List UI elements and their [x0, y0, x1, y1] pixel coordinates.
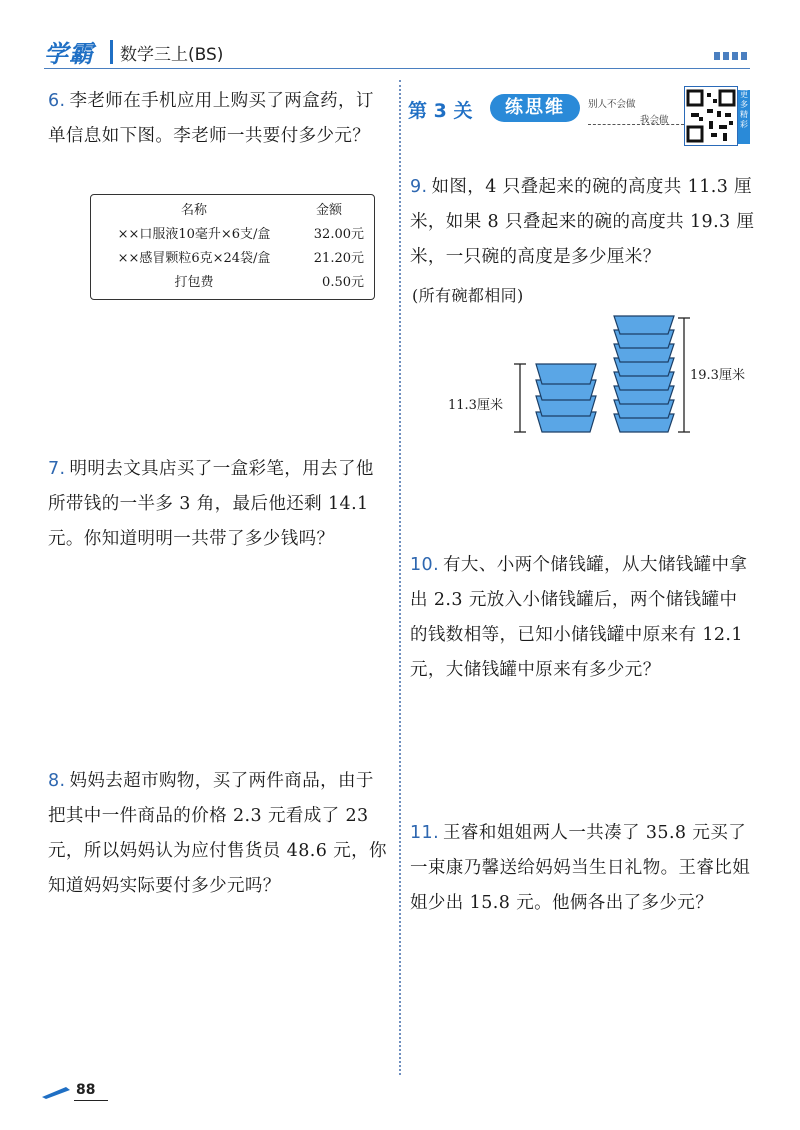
- question-text: 如图，4 只叠起来的碗的高度共 11.3 厘米，如果 8 只叠起来的碗的高度共 19.3 厘米，一只碗的高度是多少厘米？: [410, 177, 755, 267]
- receipt-header-amount: 金额: [315, 203, 342, 218]
- level-label: 第 3 关: [408, 100, 473, 122]
- right-height-label: 19.3厘米: [690, 368, 745, 383]
- question-11: [410, 816, 755, 921]
- pen-icon: [40, 1084, 72, 1103]
- question-text: 李老师在手机应用上购买了两盒药，订单信息如下图。李老师一共要付多少元？: [48, 91, 374, 146]
- question-text: 王睿和姐姐两人一共凑了 35.8 元买了一束康乃馨送给妈妈当生日礼物。王睿比姐姐少出 15.8 元。他俩各出了多少元？: [410, 823, 751, 913]
- question-number: 7.: [48, 459, 66, 479]
- question-text: 妈妈去超市购物，买了两件商品，由于把其中一件商品的价格 2.3 元看成了 23 元，所以妈妈认为应付售货员 48.6 元，你知道妈妈实际要付多少元吗？: [48, 771, 387, 896]
- question-9: [410, 170, 755, 275]
- question-9-note: (所有碗都相同): [412, 286, 524, 305]
- page-number-rule: [74, 1100, 108, 1101]
- right-bowl-stack: [614, 316, 674, 432]
- question-7: [48, 452, 388, 557]
- receipt-item-name: ××感冒颗粒6克×24袋/盒: [117, 251, 271, 266]
- question-number: 10.: [410, 555, 440, 575]
- bowl: [536, 364, 596, 384]
- question-number: 11.: [410, 823, 440, 843]
- question-6: [48, 84, 388, 154]
- arrow-line: [588, 124, 684, 125]
- brand-logo: 学霸: [44, 40, 94, 68]
- logo-divider: [110, 40, 113, 64]
- bowl: [614, 316, 674, 334]
- question-8: [48, 764, 388, 904]
- level-pill: 练思维: [490, 94, 580, 122]
- question-text: 明明去文具店买了一盒彩笔，用去了他所带钱的一半多 3 角，最后他还剩 14.1 元。你知道明明一共带了多少钱吗？: [48, 459, 374, 549]
- left-height-label: 11.3厘米: [448, 398, 503, 413]
- question-number: 8.: [48, 771, 66, 791]
- left-bowl-stack: [536, 364, 596, 432]
- qr-code-icon[interactable]: [684, 86, 738, 146]
- qr-side-label: 更多精彩: [738, 90, 750, 144]
- question-10: [410, 548, 755, 688]
- receipt-item-name: 打包费: [174, 275, 214, 290]
- page-number: 88: [76, 1082, 96, 1098]
- question-number: 9.: [410, 177, 428, 197]
- question-text: 有大、小两个储钱罐，从大储钱罐中拿出 2.3 元放入小储钱罐后，两个储钱罐中的钱数相等，已知小储钱罐中原来有 12.1 元，大储钱罐中原来有多少元？: [410, 555, 748, 680]
- header-rule: [44, 68, 750, 69]
- receipt-header-name: 名称: [180, 203, 207, 218]
- receipt-item-amount: 0.50元: [322, 275, 364, 290]
- question-number: 6.: [48, 91, 66, 111]
- receipt-item-amount: 32.00元: [313, 227, 364, 242]
- level-note-2: 我会做: [640, 115, 669, 126]
- level-note-1: 别人不会做: [588, 99, 636, 110]
- header-dots: [714, 52, 750, 60]
- receipt-item-name: ××口服液10毫升×6支/盒: [117, 227, 271, 242]
- receipt-item-amount: 21.20元: [313, 251, 364, 266]
- column-divider: [399, 80, 401, 1075]
- book-title: 数学三上(BS): [120, 45, 224, 65]
- order-receipt: [90, 194, 375, 300]
